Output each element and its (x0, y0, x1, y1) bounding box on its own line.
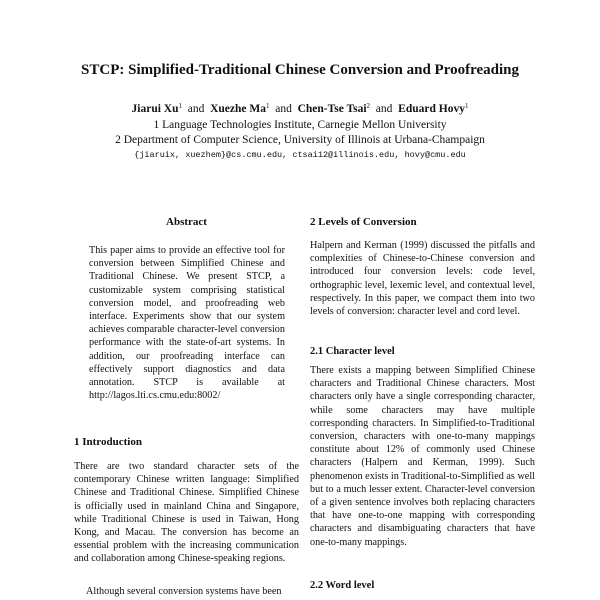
author-emails: {jiaruix, xuezhem}@cs.cmu.edu, ctsai12@illinois.edu, hovy@cmu.edu (134, 150, 466, 160)
author-affiliation-mark: 2 (366, 102, 371, 110)
affiliation-2: 2 Department of Computer Science, University of Illinois at Urbana-Champaign (115, 134, 485, 146)
author-name: Chen-Tse Tsai (297, 103, 367, 115)
author-conjunction: and (375, 103, 393, 115)
character-level-paragraph: There exists a mapping between Simplified Chinese characters and Traditional Chinese characters. Most characters only have a single corresponding character, while some characters may have multiple corresponding characters. In Simplified-to-Traditional conversion, characters with one-to-many mappings constitute about 12% of commonly used Chinese characters (Halpern and Kerman, 1999). Such phenomenon exists in Traditional-to-Simplified as well but to a much lesser extent. Character-level conversion of a given sentence involves both replacing characters that have one-to-one mapping with corresponding characters and disambiguating characters that have one-to-many mappings. (310, 365, 535, 548)
section-heading-introduction: 1 Introduction (74, 436, 142, 448)
intro-paragraph-2: Although several conversion systems have been (86, 586, 282, 597)
author-conjunction: and (275, 103, 292, 115)
author-affiliation-mark: 1 (464, 102, 469, 110)
subsection-heading-character-level: 2.1 Character level (310, 346, 395, 357)
author-name: Xuezhe Ma (210, 103, 266, 115)
paper-title: STCP: Simplified-Traditional Chinese Conversion and Proofreading (81, 62, 519, 78)
author-affiliation-mark: 1 (266, 102, 270, 110)
author-name: Jiarui Xu (131, 103, 179, 115)
intro-paragraph-1: There are two standard character sets of the contemporary Chinese written language: Simplified Chinese and Traditional Chinese. Simplified Chinese is officially used in mainland China and Singapore, while Traditional Chinese is used in Taiwan, Hong Kong, and Macau. The conversion has become an essential problem with the increasing communication and collaboration among Chinese-speaking regions. (74, 461, 299, 565)
affiliation-1: 1 Language Technologies Institute, Carnegie Mellon University (153, 119, 447, 131)
author-list (0, 103, 600, 115)
section-heading-levels: 2 Levels of Conversion (310, 216, 417, 228)
abstract-heading: Abstract (166, 216, 207, 228)
subsection-heading-word-level: 2.2 Word level (310, 580, 375, 591)
abstract-text: This paper aims to provide an effective tool for conversion between Simplified Chinese and Traditional Chinese. We present STCP, a customizable system comprising statistical conversion model, and proofreading web interface. Experiments show that our system achieves comparable character-level conversion performance with the state-of-art systems. In addition, our proofreading interface can effectively support diagnostics and data annotation. STCP is available at http://lagos.lti.cs.cmu.edu:8002/ (89, 245, 285, 402)
levels-paragraph: Halpern and Kerman (1999) discussed the pitfalls and complexities of Chinese-to-Chinese conversion and introduced four conversion levels: code level, orthographic level, lexemic level, and contextual level, respectively. In this paper, we compact them into two levels of conversion: character level and cord level. (310, 240, 535, 318)
author-name: Eduard Hovy (398, 103, 465, 115)
author-affiliation-mark: 1 (178, 102, 182, 110)
author-conjunction: and (187, 103, 205, 115)
